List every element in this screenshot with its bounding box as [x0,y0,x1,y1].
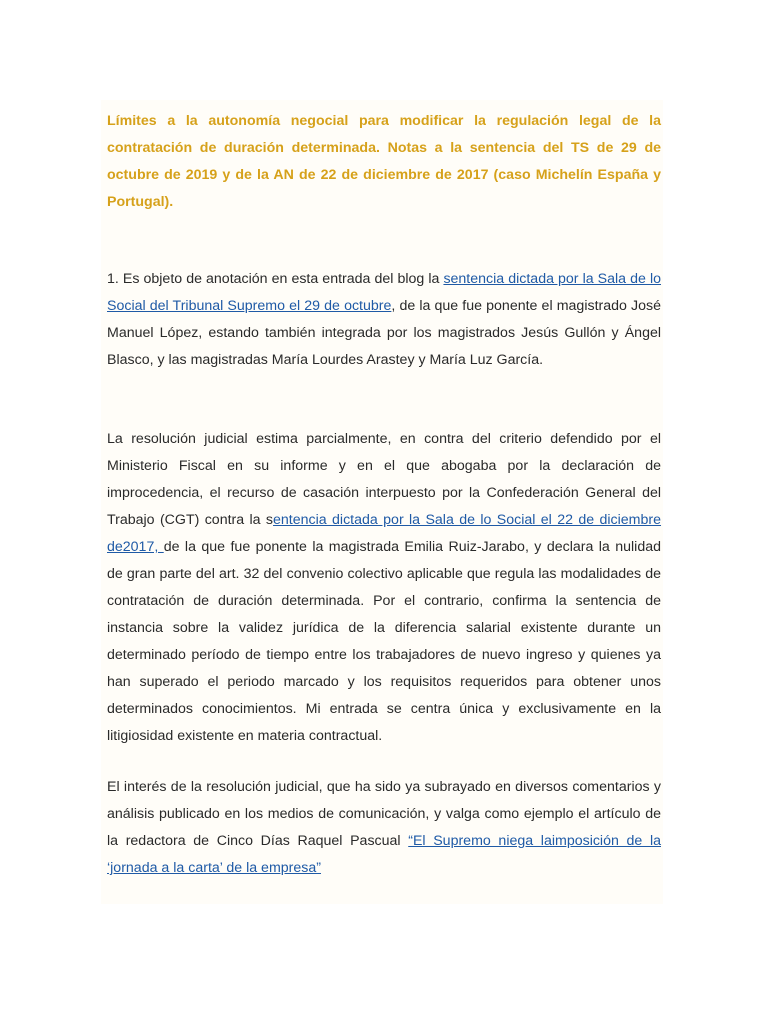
paragraph-2 [107,426,661,750]
paragraph-3-text-before: El interés de la resolución judicial, que ha sido ya subrayado en diversos comentarios y análisis publicado en los medios de comunicación, y valga como ejemplo el artículo de la redactora de Cinco Días Raquel Pascual [107,779,661,849]
paragraph-2-text-before: La resolución judicial estima parcialmente, en contra del criterio defendido por el Ministerio Fiscal en su informe y en el que abogaba por la declaración de improcedencia, el recurso de casación interpuesto por la Confederación General del Trabajo (CGT) contra la s [107,431,661,528]
cinco-dias-article-link[interactable]: “El Supremo niega laimposición de la ‘jornada a la carta’ de la empresa” [107,833,661,876]
paragraph-2-text-after: de la que fue ponente la magistrada Emilia Ruiz-Jarabo, y declara la nulidad de gran parte del art. 32 del convenio colectivo aplicable que regula las modalidades de contratación de duración determinada. Por el contrario, confirma la sentencia de instancia sobre la validez jurídica de la diferencia salarial existente durante un determinado período de tiempo entre los trabajadores de nuevo ingreso y quienes ya han superado el periodo marcado y los requisitos requeridos para obtener unos determinados conocimientos. Mi entrada se centra única y exclusivamente en la litigiosidad existente en materia contractual. [107,539,661,744]
supreme-court-ruling-link[interactable]: sentencia dictada por la Sala de lo Social del Tribunal Supremo el 29 de octubre [107,271,661,314]
national-court-ruling-link[interactable]: entencia dictada por la Sala de lo Social el 22 de diciembre de2017, [107,512,662,555]
document-title: Límites a la autonomía negocial para modificar la regulación legal de la contratación de duración determinada. Notas a la sentencia del TS de 29 de octubre de 2019 y de la AN de 22 de diciembre de 2017 (caso Michelín España y Portugal). [107,113,661,210]
paragraph-1-text-after: , de la que fue ponente el magistrado José Manuel López, estando también integrada por los magistrados Jesús Gullón y Ángel Blasco, y las magistradas María Lourdes Arastey y María Luz García. [107,298,661,368]
paragraph-3 [107,774,661,882]
paragraph-1-text-before: 1. Es objeto de anotación en esta entrada del blog la [107,271,444,287]
paragraph-1 [107,266,661,374]
